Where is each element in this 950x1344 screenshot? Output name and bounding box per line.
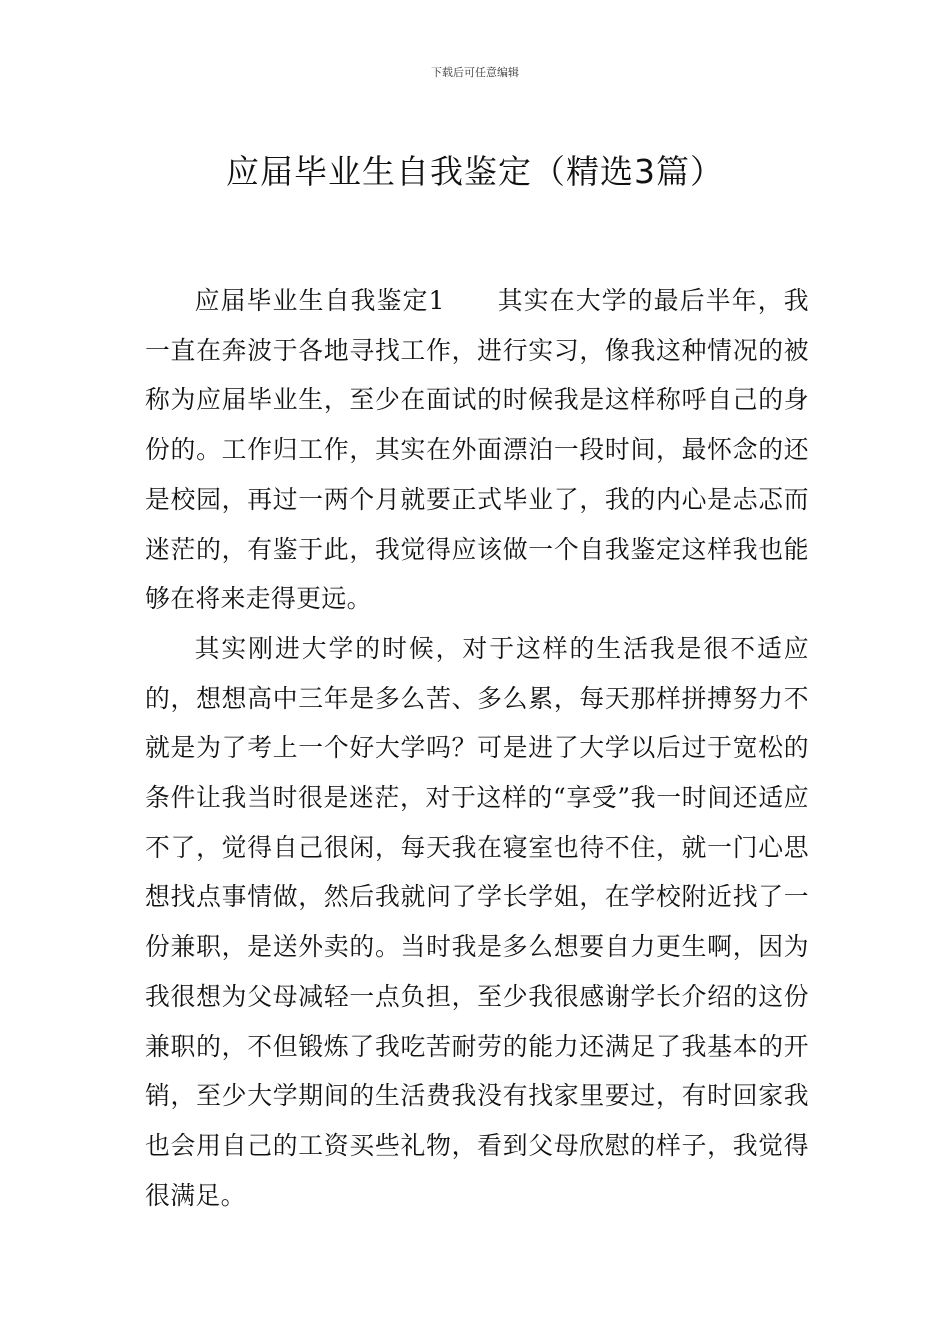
document-body xyxy=(145,276,809,1220)
paragraph-1-text: 其实在大学的最后半年，我一直在奔波于各地寻找工作，进行实习，像我这种情况的被称为应届毕业生，至少在面试的时候我是这样称呼自己的身份的。工作归工作，其实在外面漂泊一段时间，最怀念的还是校园，再过一两个月就要正式毕业了，我的内心是忐忑而迷茫的，有鉴于此，我觉得应该做一个自我鉴定这样我也能够在将来走得更远。 xyxy=(145,286,809,614)
paragraph-2: 其实刚进大学的时候，对于这样的生活我是很不适应的，想想高中三年是多么苦、多么累，每天那样拼搏努力不就是为了考上一个好大学吗？可是进了大学以后过于宽松的条件让我当时很是迷茫，对于这样的“享受”我一时间还适应不了，觉得自己很闲，每天我在寝室也待不住，就一门心思想找点事情做，然后我就问了学长学姐，在学校附近找了一份兼职，是送外卖的。当时我是多么想要自力更生啊，因为我很想为父母减轻一点负担，至少我很感谢学长介绍的这份兼职的，不但锻炼了我吃苦耐劳的能力还满足了我基本的开销，至少大学期间的生活费我没有找家里要过，有时回家我也会用自己的工资买些礼物，看到父母欣慰的样子，我觉得很满足。 xyxy=(145,633,809,1210)
download-note: 下载后可任意编辑 xyxy=(431,66,519,79)
document-title: 应届毕业生自我鉴定（精选3篇） xyxy=(226,152,724,192)
section-heading: 应届毕业生自我鉴定1 xyxy=(194,286,445,315)
paragraph-1 xyxy=(145,276,809,624)
